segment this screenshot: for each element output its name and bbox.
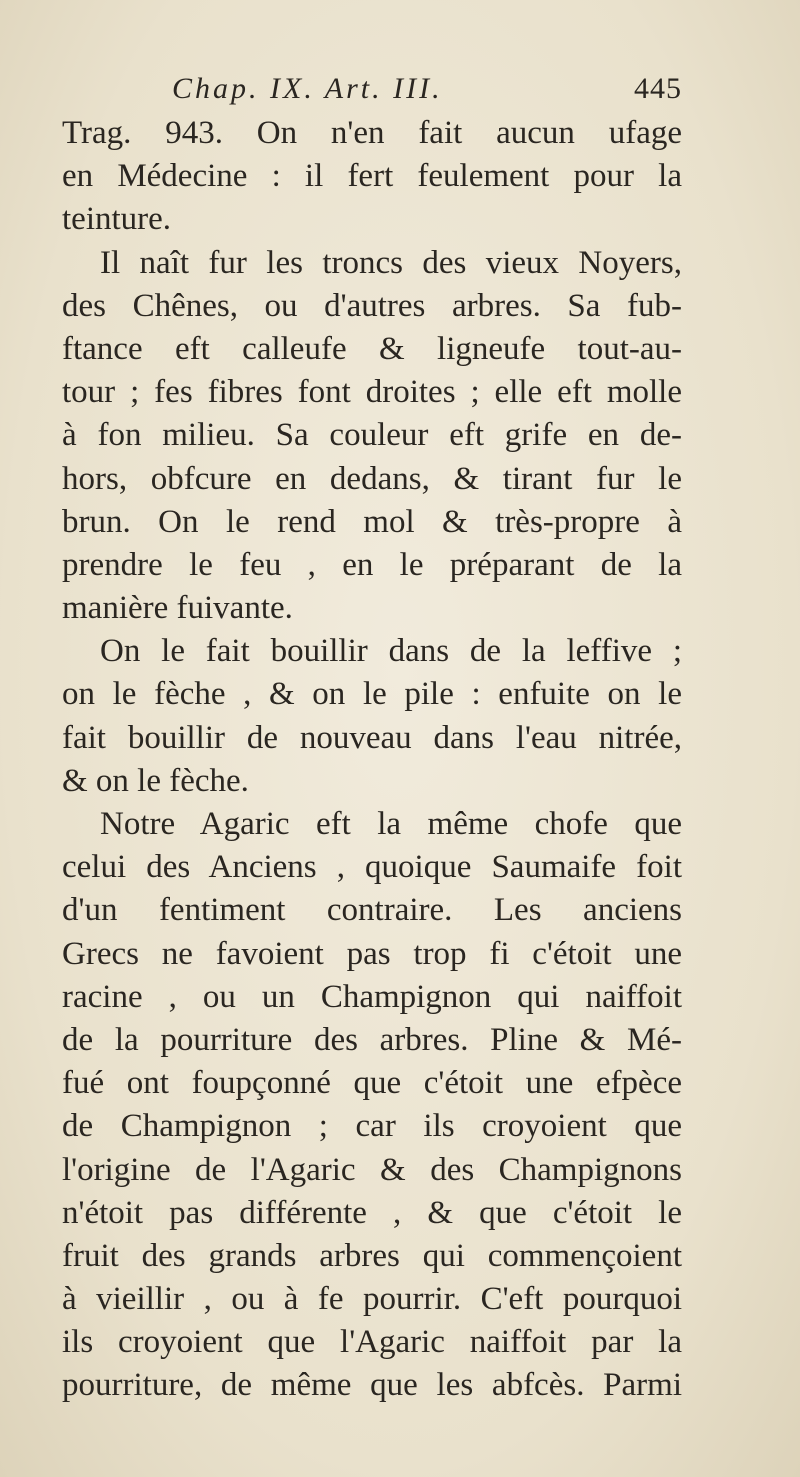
text-line: manière fuivante. bbox=[62, 590, 293, 627]
text-line: teinture. bbox=[62, 201, 172, 238]
text-line: on le fèche , & on le pile : enfuite on le bbox=[62, 676, 682, 713]
page-number: 445 bbox=[634, 72, 682, 105]
running-title: Chap. IX. Art. III. bbox=[172, 72, 443, 105]
text-line: de Champignon ; car ils croyoient que bbox=[62, 1108, 682, 1145]
text-line: ftance eft calleufe & ligneufe tout-au- bbox=[62, 330, 682, 367]
text-line: à fon milieu. Sa couleur eft grife en de- bbox=[62, 417, 682, 454]
text-line: l'origine de l'Agaric & des Champignons bbox=[62, 1151, 682, 1188]
text-line: ils croyoient que l'Agaric naiffoit par la bbox=[62, 1324, 682, 1361]
text-line: racine , ou un Champignon qui naiffoit bbox=[62, 978, 682, 1015]
text-line: à vieillir , ou à fe pourrir. C'eft pourquoi bbox=[62, 1281, 682, 1318]
text-line: des Chênes, ou d'autres arbres. Sa fub- bbox=[62, 287, 682, 324]
text-line: Notre Agaric eft la même chofe que bbox=[100, 806, 682, 842]
text-line: celui des Anciens , quoique Saumaife foit bbox=[62, 849, 682, 886]
text-line: On le fait bouillir dans de la leffive ; bbox=[100, 633, 682, 670]
text-line: Il naît fur les troncs des vieux Noyers, bbox=[100, 244, 682, 281]
text-line: pourriture, de même que les abfcès. Parmi bbox=[62, 1367, 682, 1404]
text-line: d'un fentiment contraire. Les anciens bbox=[62, 892, 682, 929]
text-line: prendre le feu , en le préparant de la bbox=[62, 546, 682, 583]
text-line: n'étoit pas différente , & que c'étoit le bbox=[62, 1194, 682, 1231]
text-line: Trag. 943. On n'en fait aucun ufage bbox=[62, 115, 682, 151]
text-line: hors, obfcure en dedans, & tirant fur le bbox=[62, 460, 682, 497]
body-text bbox=[62, 112, 682, 1408]
text-line: en Médecine : il fert feulement pour la bbox=[62, 158, 682, 195]
text-line: Grecs ne favoient pas trop fi c'étoit une bbox=[62, 935, 682, 972]
text-line: fait bouillir de nouveau dans l'eau nitrée, bbox=[62, 719, 682, 756]
text-line: & on le fèche. bbox=[62, 762, 249, 799]
text-line: de la pourriture des arbres. Pline & Mé- bbox=[62, 1021, 682, 1058]
text-line: fué ont foupçonné que c'étoit une efpèce bbox=[62, 1065, 682, 1102]
text-line: tour ; fes fibres font droites ; elle eft molle bbox=[62, 374, 682, 411]
text-line: fruit des grands arbres qui commençoient bbox=[62, 1237, 682, 1274]
text-line: brun. On le rend mol & très-propre à bbox=[62, 503, 682, 540]
